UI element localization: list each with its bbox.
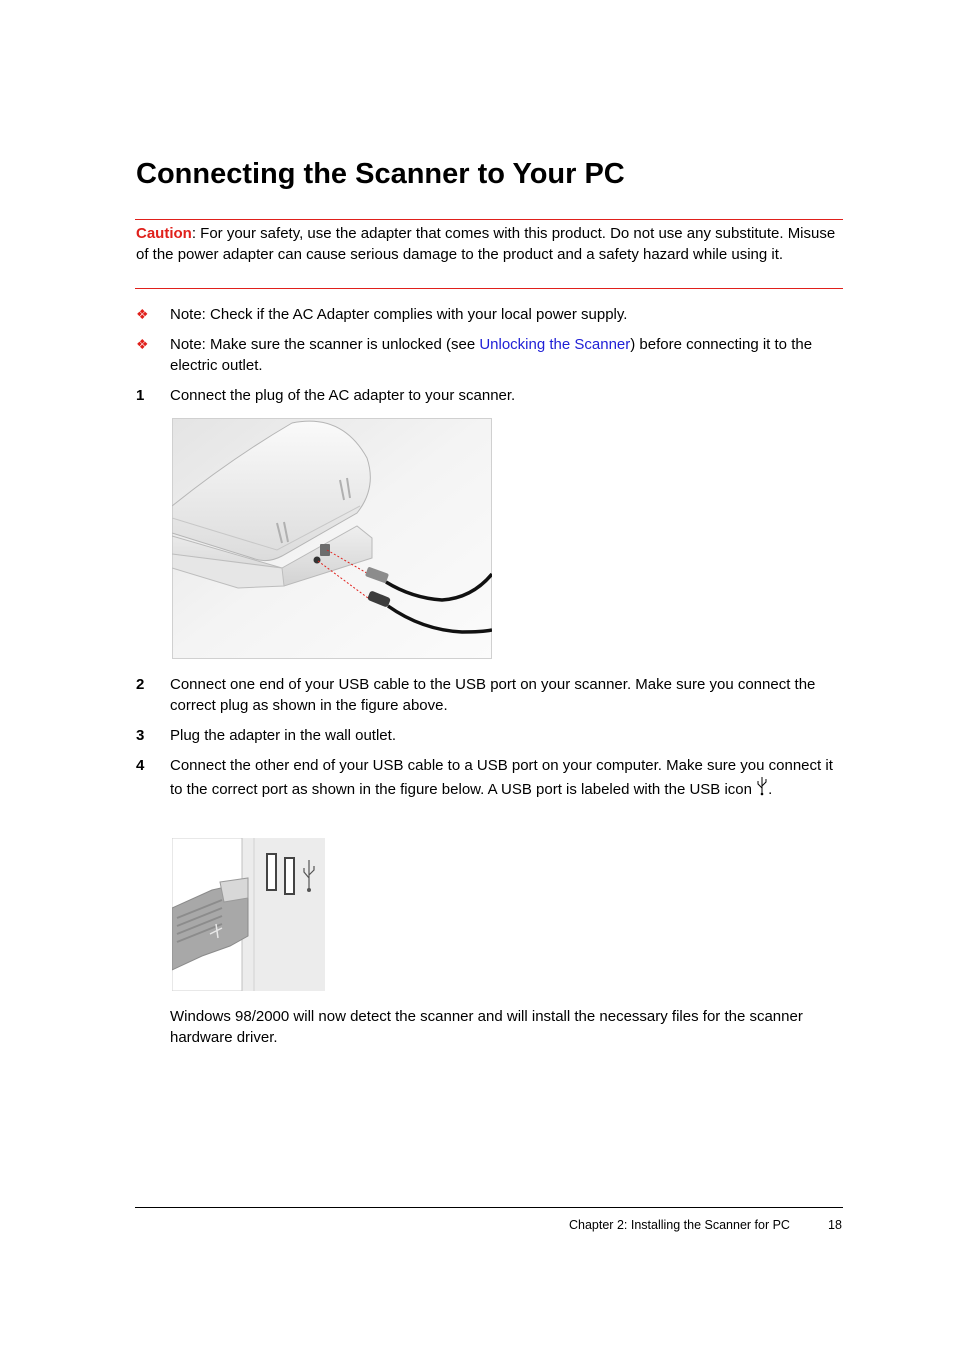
usb-port-illustration (172, 838, 325, 991)
caution-box (136, 223, 836, 265)
scanner-illustration (172, 418, 492, 659)
step-number: 3 (136, 727, 145, 744)
step-number: 4 (136, 757, 145, 774)
step-3-text: Plug the adapter in the wall outlet. (170, 727, 396, 744)
note-1-text: Note: Check if the AC Adapter complies with your local power supply. (170, 306, 628, 323)
step-number: 2 (136, 676, 145, 693)
footer-page-number: 18 (828, 1218, 842, 1232)
footer-chapter: Chapter 2: Installing the Scanner for PC (569, 1218, 790, 1232)
step-2-text: Connect one end of your USB cable to the USB port on your scanner. Make sure you connect the correct plug as shown in the figure above. (170, 676, 816, 714)
closing-text: Windows 98/2000 will now detect the scanner and will install the necessary files for the scanner hardware driver. (170, 1008, 803, 1046)
step-number: 1 (136, 387, 145, 404)
usb-port-figure (172, 838, 325, 991)
step-4-text (170, 755, 840, 802)
note-2-after: ) before connecting it to the electric outlet. (170, 336, 813, 374)
unlocking-scanner-link[interactable]: Unlocking the Scanner (479, 336, 631, 353)
note-bullet-icon: ❖ (136, 306, 149, 322)
step-4-body: Connect the other end of your USB cable to a USB port on your computer. Make sure you connect it to the correct port as shown in the figure below. A USB port is labeled with the USB icon (170, 757, 833, 798)
note-2-before: Note: Make sure the scanner is unlocked (see (170, 336, 480, 353)
note-bullet-icon: ❖ (136, 336, 149, 352)
step-1-text: Connect the plug of the AC adapter to your scanner. (170, 387, 516, 404)
caution-top-rule (135, 219, 843, 220)
footer-rule (135, 1207, 843, 1208)
scanner-connection-figure (172, 418, 492, 659)
caution-text: : For your safety, use the adapter that comes with this product. Do not use any substitute. Misuse of the power adapter can cause serious damage to the product and a safety hazard while using it. (136, 225, 836, 263)
caution-bottom-rule (135, 288, 843, 289)
usb-icon (756, 776, 768, 802)
note-2-text (170, 334, 840, 376)
step-4-suffix: . (768, 781, 773, 798)
caution-label: Caution (136, 225, 192, 242)
page-title: Connecting the Scanner to Your PC (136, 158, 625, 190)
